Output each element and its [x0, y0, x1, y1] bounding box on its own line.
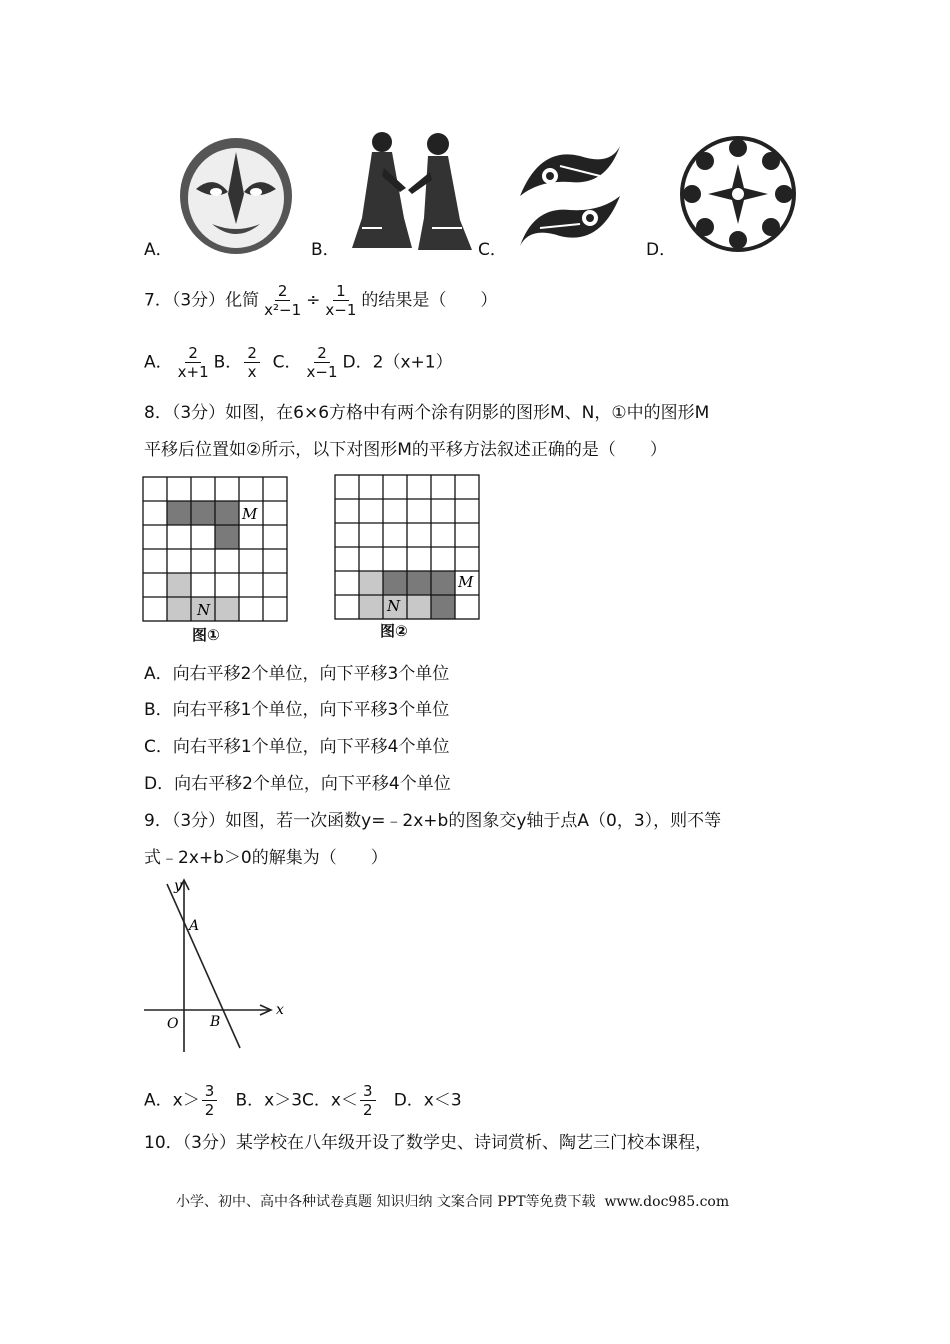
q9-axis-x-label: x [276, 1002, 284, 1018]
q7-divide-sign: ÷ [306, 290, 321, 311]
q8-option-a: A．向右平移2个单位，向下平移3个单位 [144, 664, 450, 684]
q8-stem-line-2: 平移后位置如②所示，以下对图形M的平移方法叙述正确的是（ ） [144, 440, 667, 460]
q6-option-c-label: C． [478, 240, 507, 260]
q9-function-graph [140, 874, 300, 1056]
q9-option-c-fraction [360, 1082, 376, 1119]
mandala-icon [678, 134, 798, 254]
q7-option-b-label: B． [213, 352, 243, 373]
q7-option-a-label: A． [144, 352, 173, 373]
q10-stem-line-1: 10．（3分）某学校在八年级开设了数学史、诗词赏析、陶艺三门校本课程， [144, 1133, 712, 1153]
footer-url[interactable]: www.doc985.com [604, 1194, 730, 1210]
q9-options [144, 1082, 462, 1119]
q9-point-a-label: A [189, 918, 200, 934]
q8-option-b: B．向右平移1个单位，向下平移3个单位 [144, 700, 450, 720]
q8-option-d: D．向右平移2个单位，向下平移4个单位 [144, 774, 451, 794]
q7-option-c-fraction [304, 344, 341, 381]
q8-stem-line-1: 8．（3分）如图，在6×6方格中有两个涂有阴影的图形M、N，①中的图形M [144, 403, 710, 423]
q8-fig2-label-n: N [387, 597, 401, 615]
q9-c-denominator: 2 [362, 1101, 373, 1119]
q7-option-c-label: C． [272, 352, 302, 373]
q8-fig2-caption: 图② [380, 622, 408, 640]
q6-option-d-label: D． [646, 240, 677, 260]
q8-option-c: C．向右平移1个单位，向下平移4个单位 [144, 737, 450, 757]
footer-text: 小学、初中、高中各种试卷真题 知识归纳 文案合同 PPT等免费下载 [176, 1194, 596, 1210]
q7-c-denominator: x−1 [306, 363, 338, 381]
q9-option-a-fraction [202, 1082, 218, 1119]
q7-c-numerator: 2 [314, 344, 330, 363]
q8-fig1-caption: 图① [192, 626, 220, 644]
q7-stem [144, 282, 497, 319]
q9-option-bc-text: B．x＞3C．x＜ [235, 1090, 358, 1111]
q7-fraction-1 [261, 282, 304, 319]
q6-option-a-label: A． [144, 240, 173, 260]
q8-grid-figure-2 [334, 474, 480, 620]
q7-f2-numerator: 1 [333, 282, 349, 301]
q9-option-d: D．x＜3 [393, 1090, 462, 1111]
q7-stem-suffix: 的结果是（ ） [361, 290, 498, 311]
q9-origin-label: O [167, 1016, 179, 1032]
papercut-fish-icon [510, 136, 630, 256]
q9-stem-line-2: 式﹣2x+b＞0的解集为（ ） [144, 848, 388, 868]
q6-option-b-label: B． [311, 240, 340, 260]
q7-option-b-fraction [244, 344, 260, 381]
q8-fig1-label-m: M [242, 505, 258, 523]
q7-b-numerator: 2 [244, 344, 260, 363]
q8-fig1-gridlines [143, 477, 287, 621]
q7-stem-prefix: 7．（3分）化简 [144, 290, 260, 311]
page-footer [176, 1191, 729, 1211]
q7-a-denominator: x+1 [177, 363, 209, 381]
q7-option-a-fraction [175, 344, 212, 381]
q8-fig1-label-n: N [197, 601, 211, 619]
q9-stem-line-1: 9．（3分）如图，若一次函数y=﹣2x+b的图象交y轴于点A（0，3），则不等 [144, 811, 722, 831]
q7-fraction-2 [322, 282, 359, 319]
q8-fig2-label-m: M [458, 573, 474, 591]
q7-a-numerator: 2 [185, 344, 201, 363]
q9-point-b-label: B [210, 1014, 221, 1030]
q7-f2-denominator: x−1 [325, 301, 357, 319]
q9-axis-y-label: y [174, 878, 182, 894]
q9-a-numerator: 3 [202, 1082, 218, 1101]
q9-a-denominator: 2 [204, 1101, 215, 1119]
q7-f1-denominator: x²−1 [264, 301, 302, 319]
q8-grid-figure-1 [142, 476, 288, 622]
q7-f1-numerator: 2 [275, 282, 291, 301]
q7-b-denominator: x [247, 363, 257, 381]
q9-c-numerator: 3 [360, 1082, 376, 1101]
opera-mask-icon [176, 134, 296, 258]
q8-fig2-gridlines [335, 475, 479, 619]
q7-option-d: D．2（x+1） [342, 352, 453, 373]
shadow-puppet-icon [342, 128, 482, 254]
q7-options [144, 344, 453, 381]
q9-option-a-prefix: A．x＞ [144, 1090, 200, 1111]
